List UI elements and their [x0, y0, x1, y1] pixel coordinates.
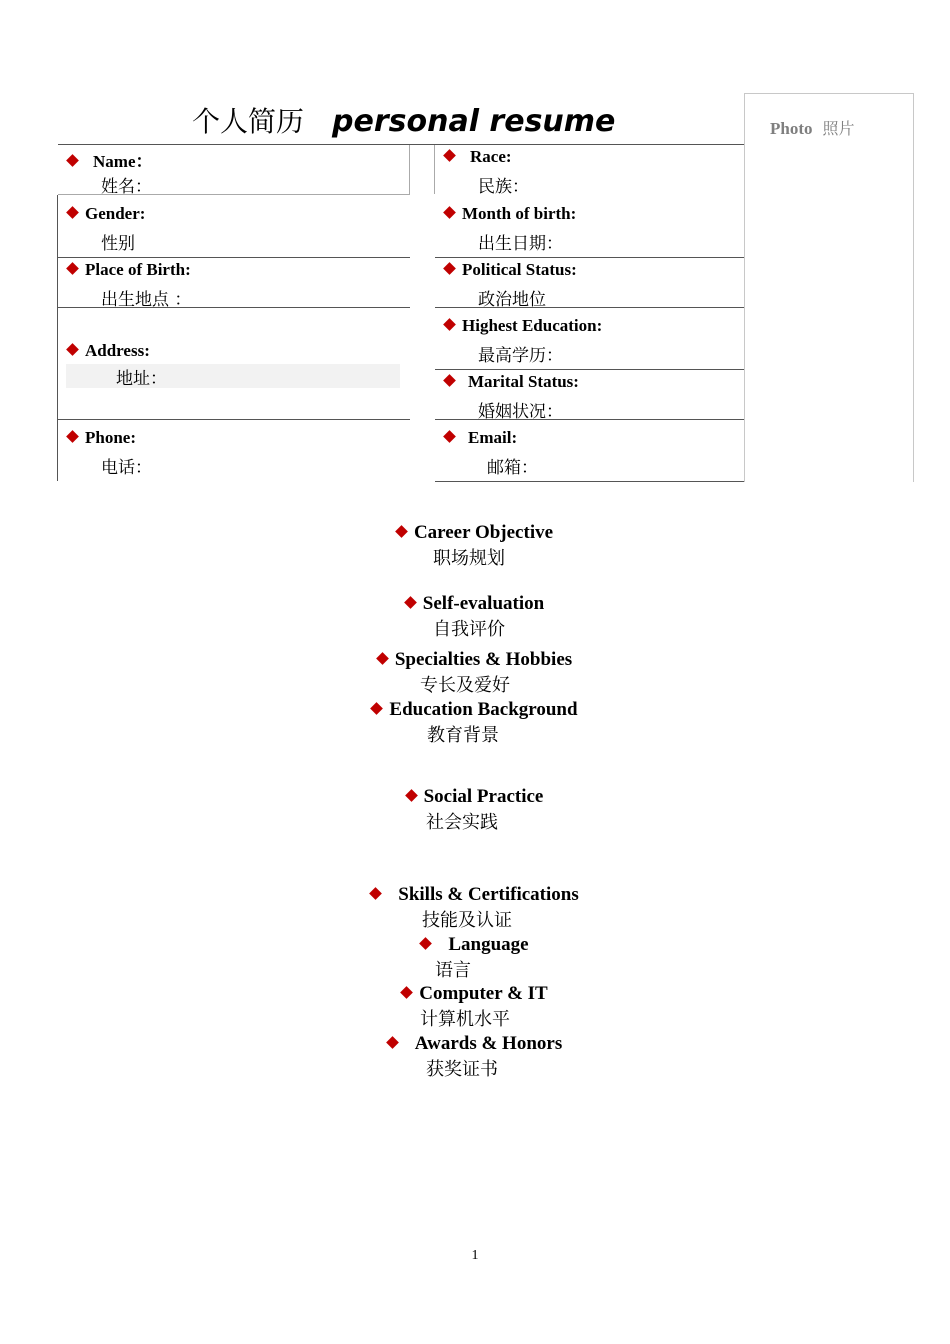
section-subtitle: 教育背景 — [427, 725, 499, 746]
gender-cn: 性别 — [101, 234, 135, 254]
bullet-diamond-icon — [66, 343, 79, 356]
section-subtitle: 职场规划 — [433, 548, 505, 569]
bullet-diamond-icon — [400, 986, 413, 999]
race-cn: 民族： — [478, 177, 529, 197]
section-language — [0, 934, 950, 982]
name-label: Name： — [68, 147, 152, 172]
email-cn: 邮箱： — [487, 458, 538, 478]
section-subtitle: 社会实践 — [426, 812, 498, 833]
section-computer-it — [0, 983, 950, 1031]
race-label: Race: — [445, 147, 512, 167]
bullet-diamond-icon — [443, 149, 456, 162]
section-title: Self-evaluation — [0, 593, 950, 615]
section-career-objective — [0, 522, 950, 570]
bullet-diamond-icon — [443, 430, 456, 443]
section-subtitle: 获奖证书 — [426, 1059, 498, 1080]
photo-label-cn: 照片 — [822, 119, 855, 138]
section-subtitle: 语言 — [435, 960, 471, 981]
bullet-diamond-icon — [66, 154, 79, 167]
photo-box — [744, 93, 914, 482]
education-label: Highest Education: — [445, 316, 602, 336]
bullet-diamond-icon — [405, 789, 418, 802]
bullet-diamond-icon — [66, 430, 79, 443]
section-title: Awards & Honors — [0, 1033, 950, 1055]
table-bottom-border — [435, 481, 744, 482]
title-en: personal resume — [332, 104, 616, 139]
row4-right-border — [435, 369, 744, 370]
political-cn: 政治地位 — [478, 290, 546, 310]
bullet-diamond-icon — [404, 596, 417, 609]
birth-month-label: Month of birth: — [445, 204, 576, 224]
gender-label: Gender: — [68, 204, 145, 224]
table-top-border — [58, 144, 744, 145]
marital-cn: 婚姻状况： — [478, 402, 563, 422]
section-subtitle: 专长及爱好 — [420, 675, 510, 696]
birth-place-cn: 出生地点 ： — [101, 290, 192, 310]
section-self-evaluation — [0, 593, 950, 641]
section-social-practice — [0, 786, 950, 834]
birth-month-cn: 出生日期： — [478, 234, 563, 254]
table-left-border — [57, 195, 58, 481]
section-awards-honors — [0, 1033, 950, 1081]
bullet-diamond-icon — [66, 262, 79, 275]
resume-title — [192, 100, 615, 140]
section-title: Education Background — [0, 699, 950, 721]
section-subtitle: 技能及认证 — [422, 910, 512, 931]
bullet-diamond-icon — [369, 887, 382, 900]
bullet-diamond-icon — [395, 525, 408, 538]
row2-left-border — [58, 257, 410, 258]
photo-label-en: Photo — [770, 119, 813, 138]
name-cn: 姓名： — [101, 177, 152, 197]
title-cn: 个人简历 — [192, 105, 305, 138]
section-title: Skills & Certifications — [0, 884, 950, 906]
bullet-diamond-icon — [443, 374, 456, 387]
education-cn: 最高学历： — [478, 346, 563, 366]
phone-cn: 电话： — [101, 458, 152, 478]
section-title: Career Objective — [0, 522, 950, 544]
section-skills-certifications — [0, 884, 950, 932]
section-subtitle: 自我评价 — [433, 619, 505, 640]
birth-place-label: Place of Birth: — [68, 260, 191, 280]
page-number: 1 — [471, 1248, 479, 1263]
phone-label: Phone: — [68, 428, 136, 448]
bullet-diamond-icon — [420, 937, 433, 950]
photo-label — [770, 116, 855, 139]
bullet-diamond-icon — [443, 318, 456, 331]
bullet-diamond-icon — [66, 206, 79, 219]
bullet-diamond-icon — [443, 262, 456, 275]
section-title: Language — [0, 934, 950, 956]
political-label: Political Status: — [445, 260, 577, 280]
section-subtitle: 计算机水平 — [420, 1009, 510, 1030]
section-title: Social Practice — [0, 786, 950, 808]
section-title: Specialties & Hobbies — [0, 649, 950, 671]
race-cell-left-border — [434, 145, 435, 194]
section-education-background — [0, 699, 950, 747]
section-specialties-hobbies — [0, 649, 950, 697]
name-cell-right-border — [409, 145, 410, 194]
address-cn: 地址： — [116, 369, 167, 389]
section-title: Computer & IT — [0, 983, 950, 1005]
bullet-diamond-icon — [386, 1036, 399, 1049]
marital-label: Marital Status: — [445, 372, 579, 392]
address-label: Address: — [68, 341, 150, 361]
email-label: Email: — [445, 428, 517, 448]
bullet-diamond-icon — [443, 206, 456, 219]
row5-left-border — [58, 419, 410, 420]
row2-right-border — [435, 257, 744, 258]
bullet-diamond-icon — [376, 652, 389, 665]
bullet-diamond-icon — [371, 702, 384, 715]
